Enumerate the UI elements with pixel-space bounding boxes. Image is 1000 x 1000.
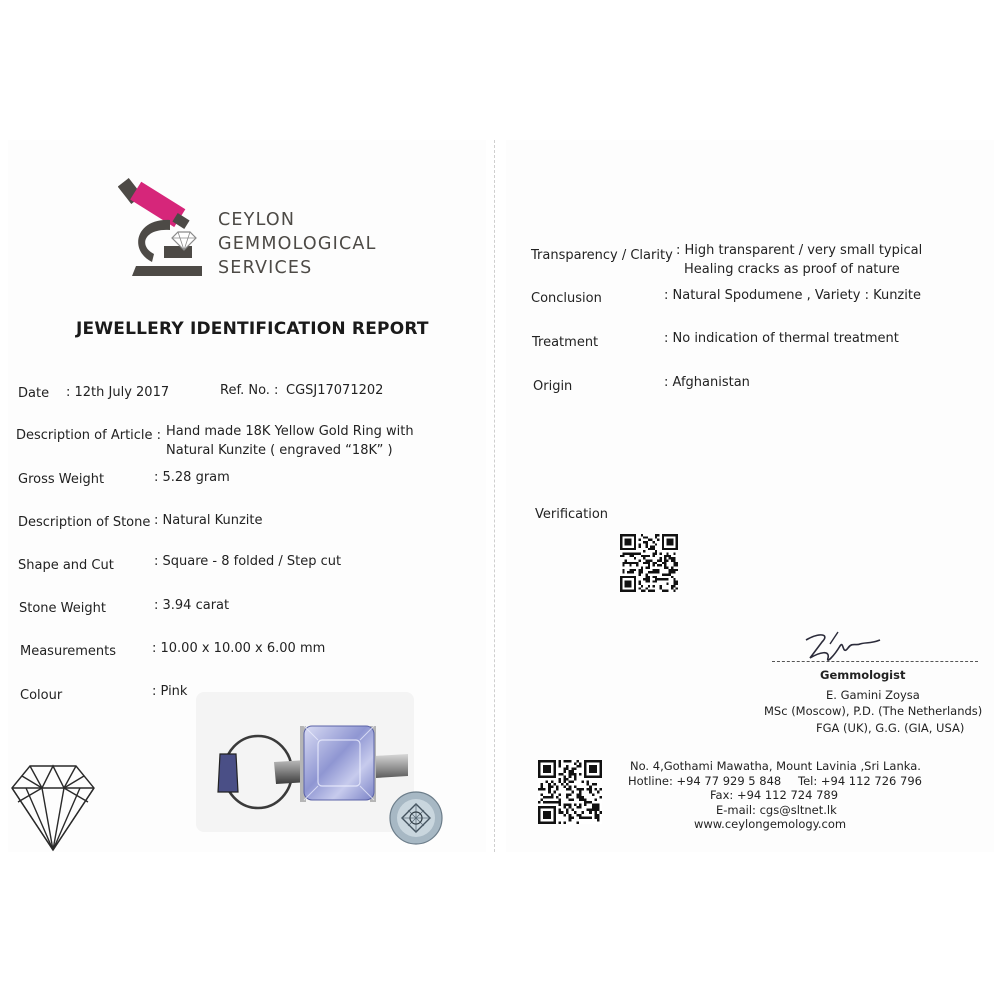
qr-code-icon[interactable] — [620, 534, 678, 592]
field-value-stone-weight: : 3.94 carat — [154, 598, 230, 613]
field-value-article-2: Natural Kunzite ( engraved “18K” ) — [166, 443, 393, 458]
diamond-outline-icon — [8, 762, 98, 854]
contact-hotline: Hotline: +94 77 929 5 848 — [628, 774, 782, 788]
brand-line-1: CEYLON — [218, 210, 296, 230]
hologram-seal-icon — [388, 790, 444, 846]
field-label-transparency: Transparency / Clarity — [531, 248, 673, 263]
field-value-transparency: : High transparent / very small typical — [676, 243, 923, 258]
date-value: : 12th July 2017 — [66, 385, 170, 400]
field-value-article: Hand made 18K Yellow Gold Ring with — [166, 424, 414, 439]
page-fold — [494, 140, 497, 852]
field-value-treatment: : No indication of thermal treatment — [664, 331, 899, 346]
verification-label: Verification — [535, 507, 609, 522]
microscope-logo-icon — [118, 172, 210, 280]
field-label-shape-cut: Shape and Cut — [18, 558, 114, 573]
field-label-stone-weight: Stone Weight — [19, 601, 106, 616]
field-value-transparency-2: Healing cracks as proof of nature — [684, 262, 900, 277]
gemmologist-role: Gemmologist — [820, 668, 906, 682]
field-label-article: Description of Article : — [16, 428, 162, 443]
report-title: JEWELLERY IDENTIFICATION REPORT — [76, 319, 429, 339]
field-value-shape-cut: : Square - 8 folded / Step cut — [154, 554, 342, 569]
field-label-treatment: Treatment — [532, 335, 599, 350]
field-label-stone-description: Description of Stone — [18, 515, 151, 530]
field-value-measurements: : 10.00 x 10.00 x 6.00 mm — [152, 641, 326, 656]
contact-email[interactable]: E-mail: cgs@sltnet.lk — [716, 803, 837, 817]
gemmologist-name: E. Gamini Zoysa — [826, 688, 920, 702]
date-label: Date — [18, 386, 50, 401]
ref-value: CGSJ17071202 — [286, 383, 384, 398]
contact-tel: Tel: +94 112 726 796 — [798, 774, 922, 788]
contact-address: No. 4,Gothami Mawatha, Mount Lavinia ,Sri Lanka. — [630, 759, 921, 773]
field-value-gross-weight: : 5.28 gram — [154, 470, 230, 485]
contact-website[interactable]: www.ceylongemology.com — [694, 817, 847, 831]
ring-photo-card — [196, 692, 414, 832]
field-value-conclusion: : Natural Spodumene , Variety : Kunzite — [664, 288, 921, 303]
qr-code-icon[interactable] — [538, 760, 602, 824]
gemmologist-qual-2: FGA (UK), G.G. (GIA, USA) — [816, 721, 965, 735]
gemmologist-qual-1: MSc (Moscow), P.D. (The Netherlands) — [764, 704, 983, 718]
signature-line — [772, 661, 978, 662]
field-label-origin: Origin — [533, 379, 573, 394]
brand-line-2: GEMMOLOGICAL — [218, 234, 377, 254]
field-label-colour: Colour — [20, 688, 63, 703]
field-value-origin: : Afghanistan — [664, 375, 750, 390]
ref-label: Ref. No. : — [220, 383, 279, 398]
field-value-stone-description: : Natural Kunzite — [154, 513, 263, 528]
ring-photo — [196, 692, 414, 832]
brand-line-3: SERVICES — [218, 258, 313, 278]
field-label-gross-weight: Gross Weight — [18, 472, 105, 487]
field-value-colour: : Pink — [152, 684, 188, 699]
field-label-measurements: Measurements — [20, 644, 117, 659]
field-label-conclusion: Conclusion — [531, 291, 602, 306]
contact-fax: Fax: +94 112 724 789 — [710, 788, 839, 802]
signature-icon — [800, 628, 890, 668]
